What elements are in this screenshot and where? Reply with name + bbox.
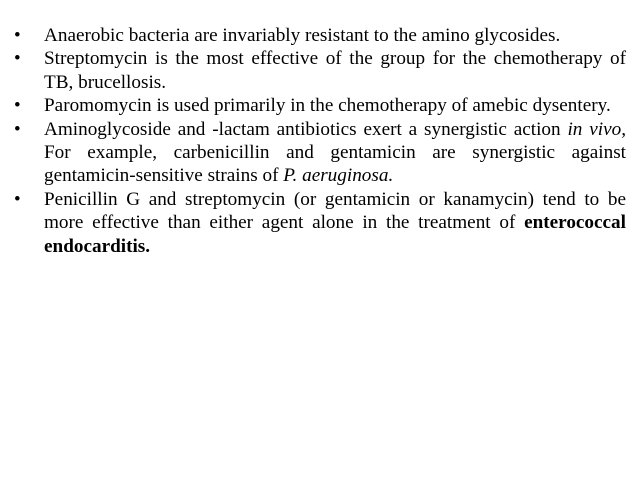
bullet-dot-icon: • — [14, 95, 21, 117]
bullet-text-run: Penicillin G and streptomycin (or gentamicin or kanamycin) tend to be more effective than either agent alone in the treatment of — [44, 188, 626, 234]
bullet-text — [44, 24, 626, 47]
bullet-dot-icon: • — [14, 25, 21, 46]
bold-term-endocarditis: enterococcal endocarditis. — [44, 212, 626, 257]
bullet-dot-icon: • — [14, 188, 21, 210]
bullet-dot-icon: • — [14, 48, 21, 70]
bullet-item — [14, 47, 626, 94]
bullet-text-run: Streptomycin is the most effective of the group for the chemotherapy of TB, brucellosis. — [44, 48, 626, 93]
bullet-text — [44, 47, 626, 94]
bullet-text-run: Paromomycin is used primarily in the chemotherapy of amebic dysentery. — [44, 95, 611, 117]
bullet-item — [14, 118, 626, 188]
italic-organism-name: P. aeruginosa. — [283, 165, 394, 187]
bullet-text-run: For example, carbenicillin and gentamicin are synergistic against gentamicin-sensitive strains of — [44, 142, 626, 187]
bullet-text — [44, 188, 626, 258]
bullet-text-run: Anaerobic bacteria are invariably resistant to the amino glycosides. — [44, 25, 561, 46]
bullet-text — [44, 94, 626, 117]
bullet-item — [14, 24, 626, 47]
bullet-dot-icon: • — [14, 118, 21, 140]
bullet-text — [44, 118, 626, 188]
bullet-list — [14, 24, 626, 258]
bullet-item — [14, 188, 626, 258]
bullet-item — [14, 94, 626, 117]
italic-term-in-vivo: in vivo, — [567, 118, 626, 140]
bullet-text-run: Aminoglycoside and -lactam antibiotics exert a synergistic action — [44, 118, 568, 140]
